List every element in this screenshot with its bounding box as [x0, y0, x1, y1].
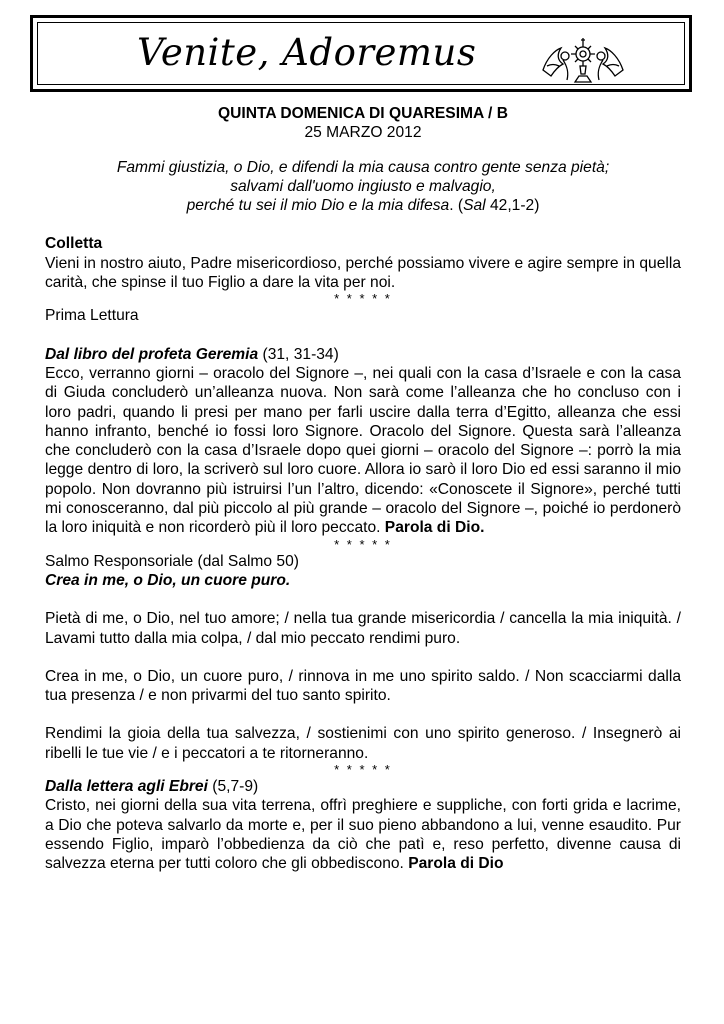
- first-reading-text: [45, 364, 681, 538]
- second-reading-body: Cristo, nei giorni della sua vita terrena, offrì preghiere e suppliche, con forti grida e lacrime, a Dio che poteva salvarlo da morte e, per il suo pieno abbandono a lui, venne esaudito. Pur essendo Figlio, imparò l’obbedienza da ciò che patì e, reso perfetto, divenne causa di salvezza eterna per tutti coloro che gli obbediscono.: [45, 797, 681, 873]
- second-reading-title: [45, 777, 681, 796]
- psalm-response: Crea in me, o Dio, un cuore puro.: [45, 571, 291, 589]
- separator-2: * * * * *: [334, 536, 392, 552]
- first-reading-title: [45, 345, 681, 364]
- psalm-heading: Salmo Responsoriale (dal Salmo 50): [45, 552, 299, 570]
- second-reading-closing: Parola di Dio: [408, 855, 504, 873]
- date: 25 MARZO 2012: [304, 124, 422, 142]
- psalm-stanza-1: Pietà di me, o Dio, nel tuo amore; / nella tua grande misericordia / cancella la mia iniquità. / Lavami tutto dalla mia colpa, / dal mio peccato rendimi puro.: [45, 610, 681, 647]
- second-reading-ref: (5,7-9): [207, 778, 259, 796]
- second-reading-text: [45, 796, 681, 873]
- first-reading-ref: (31, 31-34): [258, 345, 339, 363]
- first-reading-closing: Parola di Dio.: [384, 519, 485, 537]
- antiphon-ref-rest: 42,1-2): [485, 197, 540, 215]
- masthead-frame: [30, 15, 692, 92]
- separator-1: * * * * *: [334, 291, 392, 307]
- antiphon-ref-book: Sal: [463, 197, 486, 215]
- antiphon-line-3-text: perché tu sei il mio Dio e la mia difesa: [186, 197, 450, 215]
- colletta-text: Vieni in nostro aiuto, Padre misericordioso, perché possiamo vivere e agire sempre in quella carità, che spinse il tuo Figlio a dare la vita per noi.: [45, 254, 681, 292]
- antiphon-ref-open: . (: [449, 197, 464, 215]
- first-reading-heading: Prima Lettura: [45, 307, 139, 325]
- antiphon-line-3: [45, 196, 681, 215]
- antiphon-line-1: Fammi giustizia, o Dio, e difendi la mia causa contro gente senza pietà;: [116, 158, 610, 176]
- psalm-stanza-3: Rendimi la gioia della tua salvezza, / sostienimi con uno spirito generoso. / Insegnerò ai ribelli le tue vie / e i peccatori a te ritorneranno.: [45, 725, 681, 762]
- first-reading-body: Ecco, verranno giorni – oracolo del Signore –, nei quali con la casa d’Israele e con la casa di Giuda concluderò un’alleanza nuova. Non sarà come l’alleanza che ho concluso con i loro padri, quando li presi per mano per farli uscire dalla terra d’Egitto, alleanza che essi hanno infranto, benché io fossi loro Signore. Oracolo del Signore. Questa sarà l’alleanza che concluderò con la casa d’Israele dopo quei giorni – oracolo del Signore –: porrò la mia legge dentro di loro, la scriverò sul loro cuore. Allora io sarò il loro Dio ed essi saranno il mio popolo. Non dovranno più istruirsi l’un l’altro, dicendo: «Conoscete il Signore», perché tutti mi conosceranno, dal più piccolo al più grande – oracolo del Signore –, poiché io perdonerò la loro iniquità e non ricorderò più il loro peccato.: [45, 364, 681, 537]
- masthead-title: Venite, Adoremus: [137, 31, 477, 74]
- antiphon-line-2: salvami dall'uomo ingiusto e malvagio,: [230, 177, 496, 195]
- second-reading-source: Dalla lettera agli Ebrei: [45, 778, 208, 796]
- occasion-title: QUINTA DOMENICA DI QUARESIMA / B: [218, 105, 508, 122]
- psalm-stanza-2: Crea in me, o Dio, un cuore puro, / rinnova in me uno spirito saldo. / Non scacciarmi dalla tua presenza / e non privarmi del tuo santo spirito.: [45, 667, 681, 705]
- monstrance-with-angels-icon: [537, 36, 629, 84]
- colletta-heading: Colletta: [45, 235, 103, 253]
- page-body: [45, 104, 681, 874]
- separator-3: * * * * *: [334, 762, 392, 778]
- first-reading-source: Dal libro del profeta Geremia: [45, 345, 259, 363]
